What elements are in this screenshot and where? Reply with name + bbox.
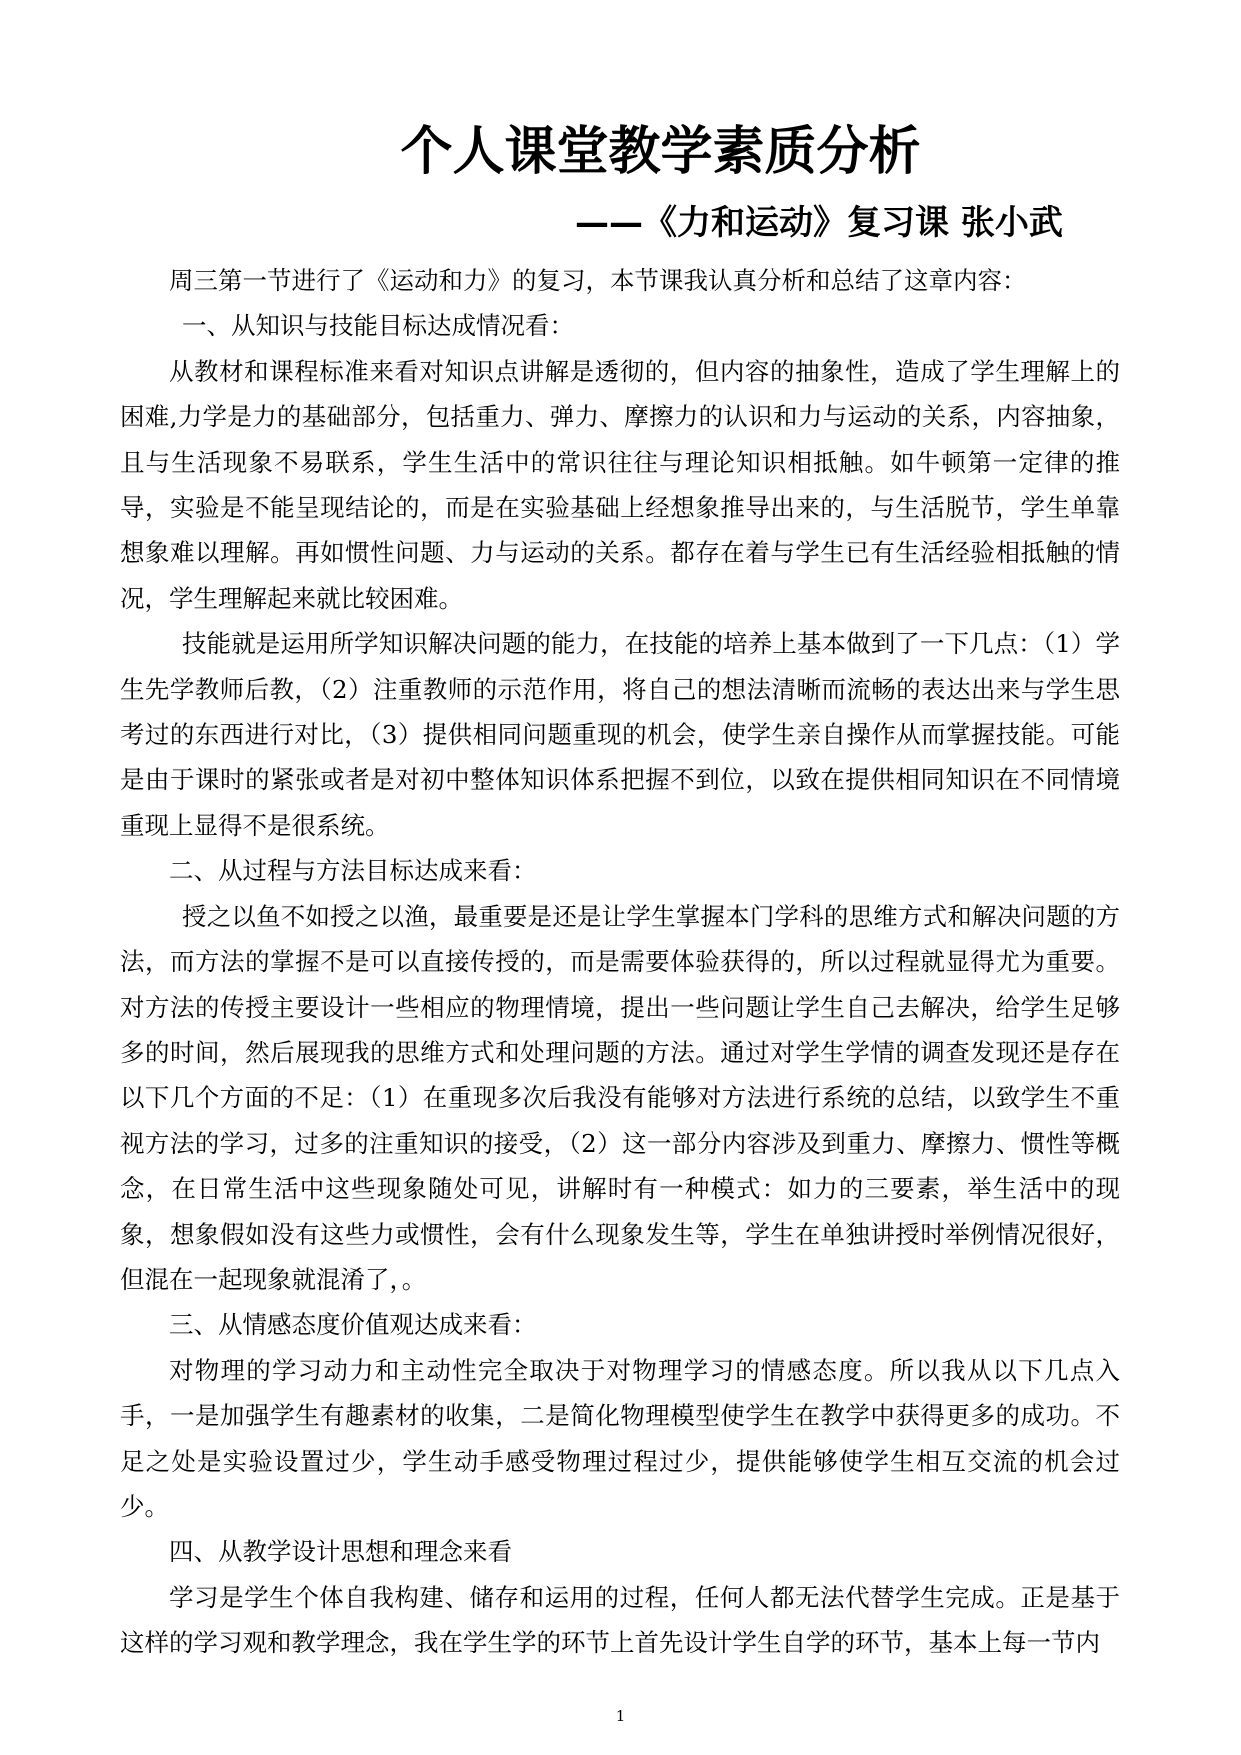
paragraph-emotion: 对物理的学习动力和主动性完全取决于对物理学习的情感态度。所以我从以下几点入手，一是加强学生有趣素材的收集，二是简化物理模型使学生在教学中获得更多的成功。不足之处是实验设置过少，学生动手感受物理过程过少，提供能够使学生相互交流的机会过少。 [120, 1355, 1120, 1521]
document-subtitle: ——《力和运动》复习课 张小武 [575, 203, 1063, 243]
section-heading-knowledge: 一、从知识与技能目标达成情况看： [182, 311, 574, 341]
intro-paragraph: 周三第一节进行了《运动和力》的复习，本节课我认真分析和总结了这章内容： [169, 266, 1027, 295]
document-title: 个人课堂教学素质分析 [400, 121, 921, 182]
paragraph-knowledge: 从教材和课程标准来看对知识点讲解是透彻的，但内容的抽象性，造成了学生理解上的困难,力学是力的基础部分，包括重力、弹力、摩擦力的认识和力与运动的关系，内容抽象，且与生活现象不易联系，学生生活中的常识往往与理论知识相抵触。如牛顿第一定律的推导，实验是不能呈现结论的，而是在实验基础上经想象推导出来的，与生活脱节，学生单靠想象难以理解。再如惯性问题、力与运动的关系。都存在着与学生已有生活经验相抵触的情况，学生理解起来就比较困难。 [120, 356, 1120, 613]
paragraph-skills: 技能就是运用所学知识解决问题的能力，在技能的培养上基本做到了一下几点：（1）学生先学教师后教，（2）注重教师的示范作用，将自己的想法清晰而流畅的表达出来与学生思考过的东西进行对比，（3）提供相同问题重现的机会，使学生亲自操作从而掌握技能。可能是由于课时的紧张或者是对初中整体知识体系把握不到位，以致在提供相同知识在不同情境重现上显得不是很系统。 [120, 629, 1120, 840]
section-heading-emotion: 三、从情感态度价值观达成来看： [169, 1310, 537, 1340]
document-body [120, 258, 1120, 1666]
page-number: 1 [615, 1707, 626, 1725]
section-heading-process: 二、从过程与方法目标达成来看： [169, 856, 537, 886]
section-heading-design: 四、从教学设计思想和理念来看 [169, 1537, 512, 1567]
paragraph-process: 授之以鱼不如授之以渔，最重要是还是让学生掌握本门学科的思维方式和解决问题的方法，而方法的掌握不是可以直接传授的，而是需要体验获得的，所以过程就显得尤为重要。对方法的传授主要设计一些相应的物理情境，提出一些问题让学生自己去解决，给学生足够多的时间，然后展现我的思维方式和处理问题的方法。通过对学生学情的调查发现还是存在以下几个方面的不足：（1）在重现多次后我没有能够对方法进行系统的总结，以致学生不重视方法的学习，过多的注重知识的接受，（2）这一部分内容涉及到重力、摩擦力、惯性等概念，在日常生活中这些现象随处可见，讲解时有一种模式：如力的三要素，举生活中的现象，想象假如没有这些力或惯性，会有什么现象发生等，学生在单独讲授时举例情况很好，但混在一起现象就混淆了，。 [120, 901, 1120, 1294]
paragraph-design: 学习是学生个体自我构建、储存和运用的过程，任何人都无法代替学生完成。正是基于这样的学习观和教学理念，我在学生学的环节上首先设计学生自学的环节，基本上每一节内 [120, 1582, 1120, 1658]
